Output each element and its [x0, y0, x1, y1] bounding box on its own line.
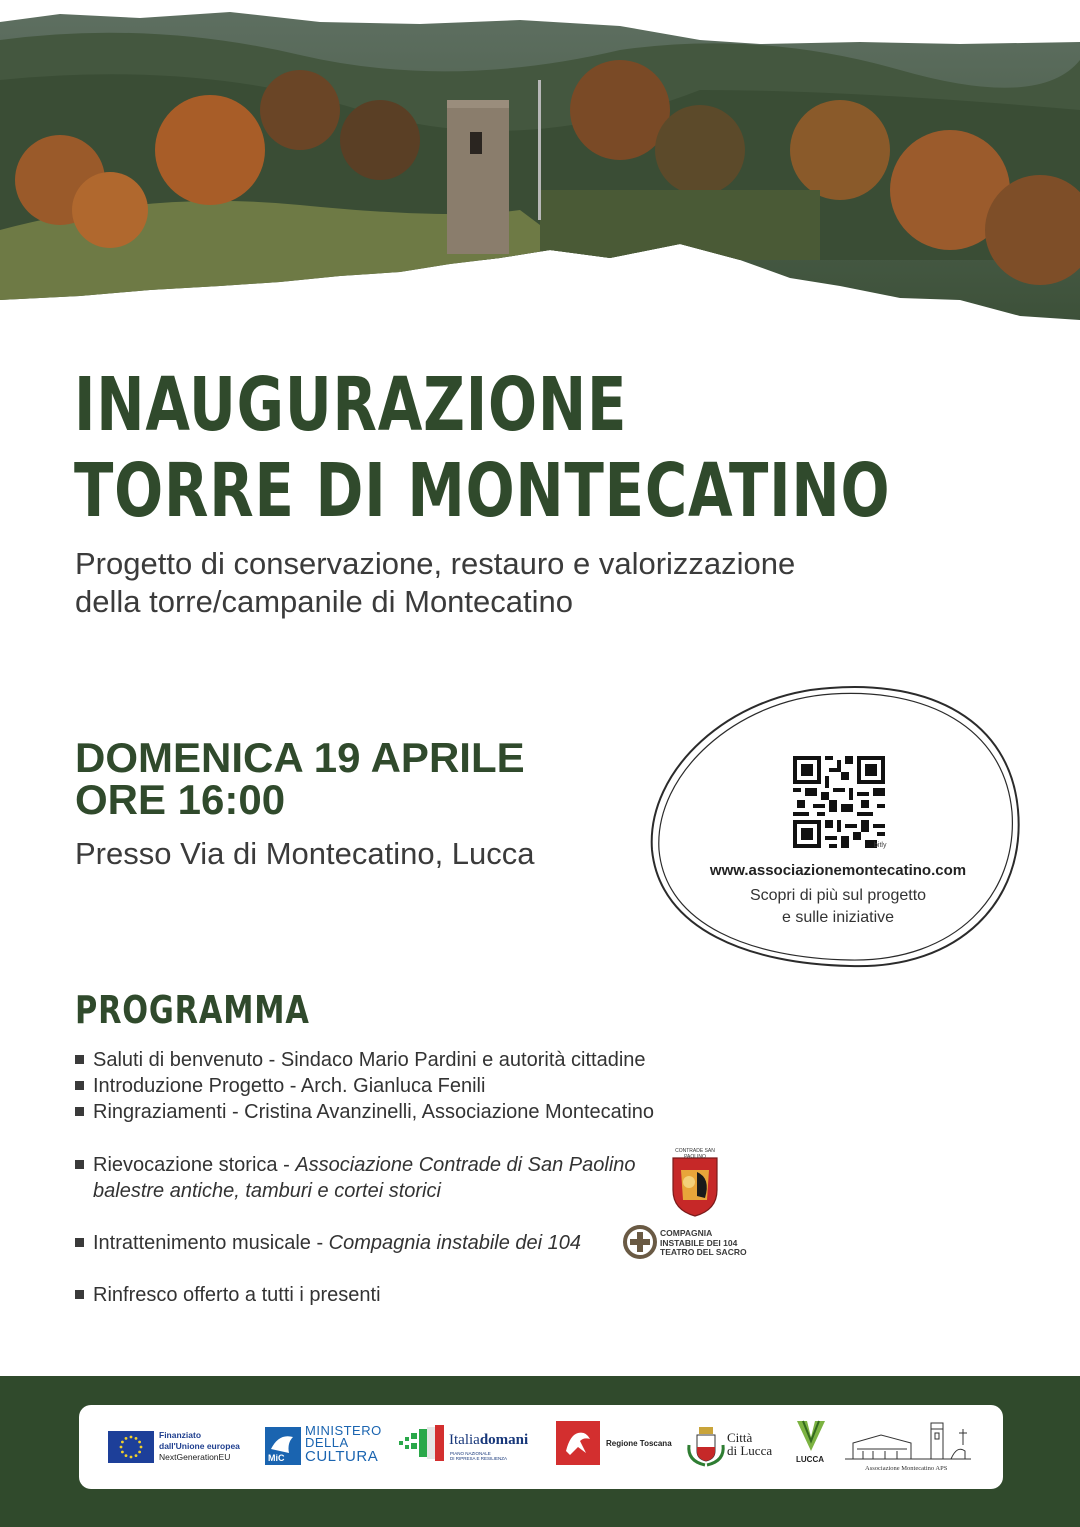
- subtitle-line-1: Progetto di conservazione, restauro e valorizzazione: [75, 546, 796, 581]
- italia-brand-a: Italia: [449, 1432, 480, 1448]
- mic-abbr: MiC: [268, 1453, 285, 1463]
- program-item: [75, 1152, 636, 1204]
- compagnia-logo-text: [660, 1229, 747, 1258]
- mic-line-1: MINISTERO: [305, 1423, 382, 1438]
- website-link[interactable]: www.associazionemontecatino.com: [709, 862, 967, 879]
- program-heading: PROGRAMMA: [75, 988, 310, 1032]
- italia-sub-1: PIANO NAZIONALE: [450, 1451, 491, 1456]
- program-item: [75, 1230, 581, 1256]
- eu-flag-icon: [108, 1431, 154, 1463]
- citta-line-2: di Lucca: [727, 1443, 773, 1458]
- website-desc-line-2: e sulle iniziative: [781, 909, 895, 926]
- bullet-icon: [75, 1290, 84, 1299]
- citta-di-lucca-crest: [685, 1421, 727, 1467]
- website-description: [660, 885, 1016, 929]
- event-date: DOMENICA 19 APRILE: [75, 734, 525, 781]
- mic-line-3: CULTURA: [305, 1448, 379, 1465]
- compagnia-line-3: TEATRO DEL SACRO: [660, 1247, 747, 1257]
- program-item-detail: balestre antiche, tamburi e cortei storici: [93, 1180, 441, 1202]
- program-item-text: Rinfresco offerto a tutti i presenti: [93, 1284, 381, 1306]
- program-item-text: Ringraziamenti - Cristina Avanzinelli, Associazione Montecatino: [93, 1101, 655, 1123]
- italia-domani-icon: [399, 1425, 445, 1463]
- event-venue: Presso Via di Montecatino, Lucca: [75, 836, 535, 871]
- title-line-1: INAUGURAZIONE: [74, 362, 628, 448]
- italia-sub-2: DI RIPRESA E RESILIENZA: [450, 1456, 508, 1461]
- bullet-icon: [75, 1055, 84, 1064]
- regione-toscana-icon: [556, 1421, 600, 1465]
- event-time: ORE 16:00: [75, 776, 286, 823]
- program-item-performer: Compagnia instabile dei 104: [328, 1232, 582, 1254]
- hero-landscape-photo: [0, 0, 1080, 330]
- program-item: [75, 1047, 646, 1073]
- eu-funding-text: [159, 1430, 240, 1463]
- program-item-text: Intrattenimento musicale -: [93, 1232, 329, 1254]
- italia-domani-text: [449, 1432, 528, 1449]
- title-line-2: TORRE DI MONTECATINO: [74, 448, 891, 534]
- sponsor-logos-panel: [79, 1405, 1003, 1489]
- mic-line-2: DELLA: [305, 1435, 349, 1450]
- event-subtitle: [75, 545, 895, 621]
- website-desc-line-1: Scopri di più sul progetto: [749, 887, 927, 904]
- compagnia-line-1: COMPAGNIA: [660, 1228, 713, 1238]
- bullet-icon: [75, 1160, 84, 1169]
- bullet-icon: [75, 1107, 84, 1116]
- qr-caption: bitly: [874, 842, 887, 849]
- italia-subtext: [450, 1451, 507, 1461]
- citta-di-lucca-text: [727, 1431, 772, 1457]
- program-item: [75, 1099, 654, 1125]
- eu-line-1: Finanziato: [159, 1430, 202, 1440]
- program-item-text: Saluti di benvenuto - Sindaco Mario Pardini e autorità cittadine: [93, 1049, 646, 1071]
- mic-text: [305, 1425, 382, 1465]
- lucca-brand-text: LUCCA: [796, 1455, 824, 1464]
- program-item: [75, 1073, 485, 1099]
- bullet-icon: [75, 1238, 84, 1247]
- qr-code[interactable]: [793, 756, 885, 848]
- compagnia-line-2: INSTABILE DEI 104: [660, 1237, 738, 1248]
- associazione-montecatino-text: Associazione Montecatino APS: [865, 1465, 948, 1472]
- citta-line-1: Città: [727, 1430, 753, 1445]
- associazione-montecatino-sketch: [841, 1415, 975, 1465]
- lucca-brand-icon: [795, 1419, 827, 1453]
- subtitle-line-2: della torre/campanile di Montecatino: [75, 584, 573, 619]
- bullet-icon: [75, 1081, 84, 1090]
- program-item-performer: Associazione Contrade di San Paolino: [295, 1154, 636, 1176]
- regione-toscana-text: Regione Toscana: [606, 1439, 672, 1448]
- eu-line-3: NextGenerationEU: [159, 1452, 231, 1462]
- italia-brand-b: domani: [479, 1432, 529, 1448]
- event-title: [74, 362, 890, 534]
- program-item: [75, 1282, 381, 1308]
- program-item-text: Rievocazione storica -: [93, 1154, 296, 1176]
- program-item-text: Introduzione Progetto - Arch. Gianluca Fenili: [93, 1075, 486, 1097]
- event-date-time: [75, 734, 525, 823]
- eu-line-2: dall'Unione europea: [159, 1441, 240, 1451]
- contrade-logo-text: CONTRADE SAN PAOLINO: [675, 1148, 715, 1160]
